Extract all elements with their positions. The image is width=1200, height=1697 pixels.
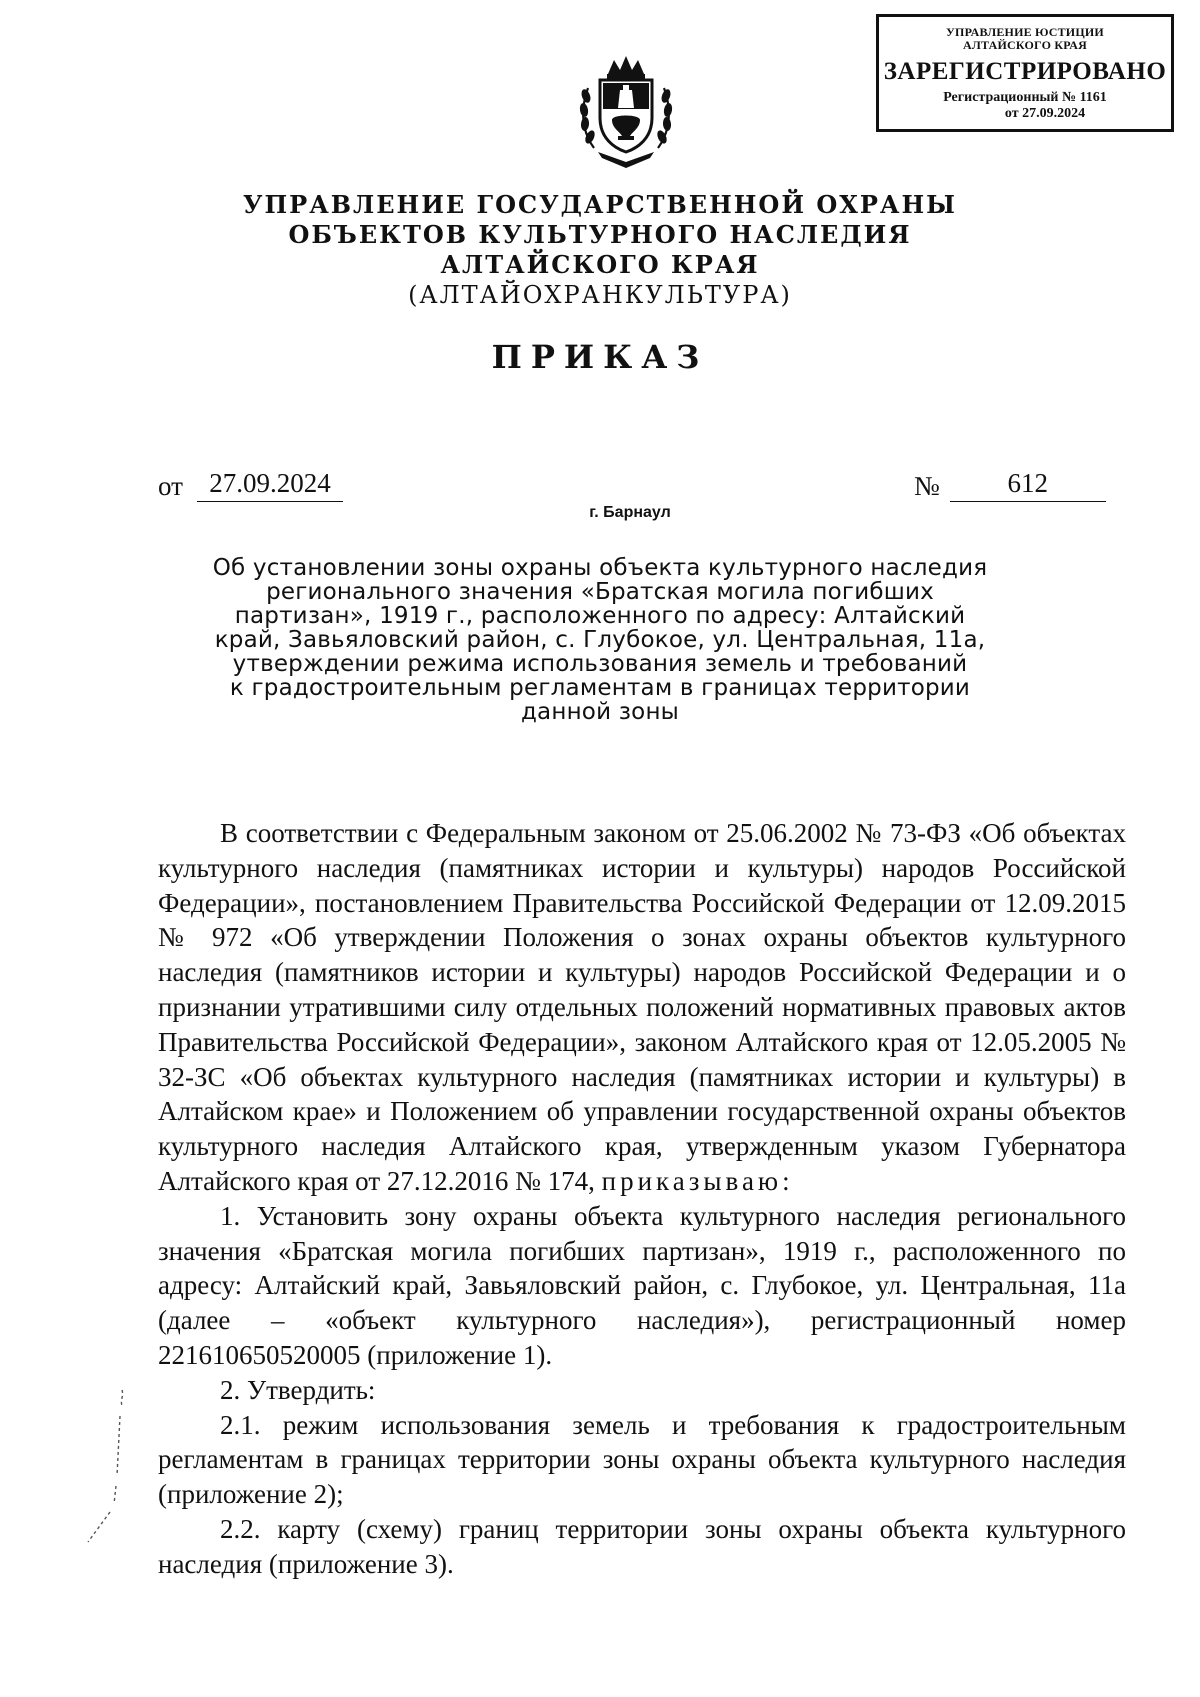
- agency-short-name: (АЛТАЙОХРАНКУЛЬТУРА): [408, 281, 792, 309]
- order-number-row: [914, 468, 1106, 502]
- order-item-2-1: 2.1. режим использования земель и требования к градостроительным регламентам в границах территории зоны охраны объекта культурного наследия (приложение 2);: [158, 1409, 1126, 1510]
- order-body: [158, 816, 1126, 1582]
- pen-mark-icon: [84, 1386, 124, 1546]
- agency-name-line3: АЛТАЙСКОГО КРАЯ: [440, 250, 760, 279]
- order-item-1: 1. Установить зону охраны объекта культурного наследия регионального значения «Братская могила погибших партизан», 1919 г., расположенного по адресу: Алтайский край, Завьяловский район, с. Глубокое, ул. Центральная, 11а (далее – «объект культурного наследия»), регистрационный номер 221610650520005 (приложение 1).: [158, 1200, 1126, 1370]
- stamp-date: от 27.09.2024: [1004, 106, 1086, 121]
- order-date: 27.09.2024: [197, 468, 343, 502]
- agency-name-line2: ОБЪЕКТОВ КУЛЬТУРНОГО НАСЛЕДИЯ: [288, 220, 912, 249]
- agency-header: [100, 190, 1100, 310]
- preamble-text: В соответствии с Федеральным законом от 25.06.2002 № 73-ФЗ «Об объектах культурного наследия (памятниках истории и культуры) народов Российской Федерации», постановлением Правительства Российской Федерации от 12.09.2015 № 972 «Об утверждении Положения о зонах охраны объектов культурного наследия (памятников истории и культуры) народов Российской Федерации и о признании утратившими силу отдельных положений нормативных правовых актов Правительства Российской Федерации», законом Алтайского края от 12.05.2005 № 32-ЗС «Об объектах культурного наследия (памятниках истории и культуры) в Алтайском крае» и Положением об управлении государственной охраны объектов культурного наследия Алтайского края, утвержденным указом Губернатора Алтайского края от 27.12.2016 № 174,: [158, 818, 1126, 1196]
- stamp-department: [879, 26, 1171, 52]
- order-word: приказываю:: [601, 1165, 794, 1196]
- order-item-2-2: 2.2. карту (схему) границ территории зоны охраны объекта культурного наследия (приложение 3).: [158, 1513, 1126, 1579]
- document-type-title: ПРИКАЗ: [491, 338, 709, 376]
- subject-line: утверждении режима использования земель и требований: [232, 651, 968, 677]
- coat-of-arms-emblem: [576, 52, 676, 170]
- subject-line: партизан», 1919 г., расположенного по адресу: Алтайский: [234, 603, 966, 629]
- stamp-department-line2: АЛТАЙСКОГО КРАЯ: [963, 38, 1087, 52]
- order-item-2: 2. Утвердить:: [220, 1374, 376, 1405]
- agency-name-line1: УПРАВЛЕНИЕ ГОСУДАРСТВЕННОЙ ОХРАНЫ: [243, 190, 957, 219]
- registration-stamp: [876, 14, 1174, 132]
- number-label: №: [914, 471, 940, 501]
- subject-line: к градостроительным регламентам в границах территории: [229, 675, 971, 701]
- order-number: 612: [950, 468, 1106, 502]
- stamp-department-line1: УПРАВЛЕНИЕ ЮСТИЦИИ: [946, 25, 1104, 39]
- subject-line: регионального значения «Братская могила погибших: [266, 579, 934, 605]
- stamp-registration-number: Регистрационный № 1161: [943, 90, 1107, 105]
- subject-line: Об установлении зоны охраны объекта культурного наследия: [212, 555, 988, 581]
- issue-city: г. Барнаул: [589, 504, 671, 521]
- date-label: от: [158, 471, 183, 501]
- stamp-status: ЗАРЕГИСТРИРОВАНО: [883, 58, 1167, 85]
- preamble-paragraph: [158, 816, 1126, 1199]
- order-subject: [210, 556, 990, 724]
- subject-line: край, Завьяловский район, с. Глубокое, ул. Центральная, 11а,: [214, 627, 986, 653]
- coat-of-arms-icon: [576, 52, 676, 170]
- order-date-row: [158, 468, 343, 502]
- subject-line: данной зоны: [520, 699, 680, 725]
